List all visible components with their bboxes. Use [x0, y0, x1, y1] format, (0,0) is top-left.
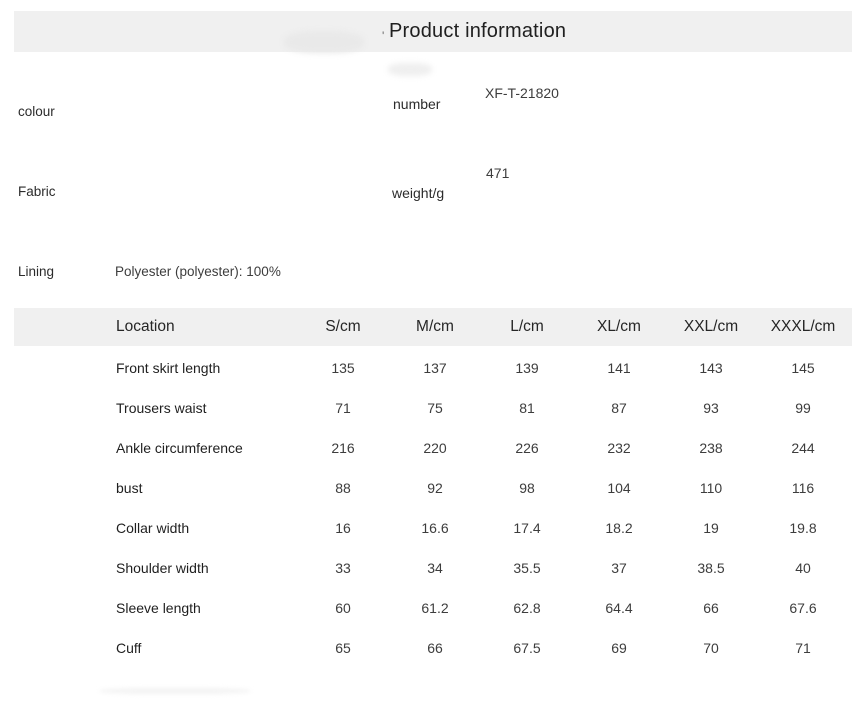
ghost-artifact-smudge [284, 31, 364, 53]
table-cell: 60 [335, 600, 351, 616]
table-cell: 70 [703, 640, 719, 656]
table-cell: 92 [427, 480, 443, 496]
ghost-artifact-tick: ' [382, 29, 385, 43]
table-cell: 232 [607, 440, 631, 456]
table-cell: 135 [331, 360, 355, 376]
weight-value: 471 [486, 165, 510, 181]
table-cell: 34 [427, 560, 443, 576]
column-header-m: M/cm [416, 318, 454, 335]
number-label: number [393, 96, 441, 112]
table-row [14, 348, 852, 388]
colour-label: colour [18, 104, 55, 119]
table-cell: 62.8 [513, 600, 541, 616]
page-title: Product information [389, 20, 567, 42]
table-cell: 238 [699, 440, 723, 456]
table-cell: 19 [703, 520, 719, 536]
row-label: bust [116, 480, 143, 496]
ghost-artifact-smudge [388, 63, 432, 76]
row-label: Shoulder width [116, 560, 209, 576]
table-cell: 69 [611, 640, 627, 656]
table-cell: 71 [335, 400, 351, 416]
table-cell: 66 [703, 600, 719, 616]
column-header-s: S/cm [325, 318, 361, 335]
table-cell: 18.2 [605, 520, 633, 536]
column-header-location: Location [116, 318, 175, 335]
row-label: Collar width [116, 520, 190, 536]
table-cell: 75 [427, 400, 443, 416]
number-value: XF-T-21820 [485, 85, 559, 101]
row-label: Sleeve length [116, 600, 201, 616]
table-cell: 137 [423, 360, 447, 376]
weight-label: weight/g [392, 185, 445, 201]
fabric-label: Fabric [18, 184, 56, 199]
lining-label: Lining [18, 264, 55, 279]
table-cell: 216 [331, 440, 355, 456]
table-cell: 116 [791, 480, 815, 496]
table-cell: 35.5 [513, 560, 541, 576]
column-header-l: L/cm [510, 318, 544, 335]
table-cell: 81 [519, 400, 535, 416]
table-cell: 40 [795, 560, 811, 576]
table-cell: 61.2 [421, 600, 449, 616]
table-row [14, 588, 852, 628]
table-cell: 145 [791, 360, 815, 376]
table-cell: 38.5 [697, 560, 725, 576]
table-cell: 71 [795, 640, 811, 656]
table-cell: 143 [699, 360, 723, 376]
table-row [14, 628, 852, 668]
row-label: Cuff [116, 640, 142, 656]
table-cell: 110 [699, 480, 723, 496]
size-table-body [14, 346, 852, 668]
table-cell: 64.4 [605, 600, 633, 616]
column-header-xl: XL/cm [597, 318, 641, 335]
ghost-artifact-smudge [100, 688, 250, 694]
row-label: Ankle circumference [116, 440, 243, 456]
table-cell: 220 [423, 440, 447, 456]
table-cell: 244 [791, 440, 815, 456]
size-table-header-row [14, 308, 852, 346]
table-cell: 16 [335, 520, 351, 536]
table-cell: 67.6 [789, 600, 817, 616]
row-label: Trousers waist [116, 400, 207, 416]
table-cell: 88 [335, 480, 351, 496]
table-cell: 104 [607, 480, 631, 496]
table-cell: 17.4 [513, 520, 541, 536]
table-cell: 93 [703, 400, 719, 416]
table-cell: 67.5 [513, 640, 541, 656]
table-row [14, 548, 852, 588]
table-cell: 66 [427, 640, 443, 656]
table-row [14, 508, 852, 548]
table-cell: 226 [515, 440, 539, 456]
column-header-xxxl: XXXL/cm [770, 318, 836, 335]
table-row [14, 388, 852, 428]
lining-value: Polyester (polyester): 100% [115, 264, 281, 279]
table-cell: 16.6 [421, 520, 449, 536]
column-header-xxl: XXL/cm [683, 318, 739, 335]
table-row [14, 428, 852, 468]
product-information-header [14, 11, 852, 52]
table-cell: 141 [607, 360, 631, 376]
table-cell: 37 [611, 560, 627, 576]
table-cell: 19.8 [789, 520, 817, 536]
table-row [14, 468, 852, 508]
size-table [14, 308, 852, 668]
table-cell: 87 [611, 400, 627, 416]
table-cell: 65 [335, 640, 351, 656]
table-cell: 139 [515, 360, 539, 376]
table-cell: 33 [335, 560, 351, 576]
table-cell: 98 [519, 480, 535, 496]
table-cell: 99 [795, 400, 811, 416]
row-label: Front skirt length [116, 360, 221, 376]
